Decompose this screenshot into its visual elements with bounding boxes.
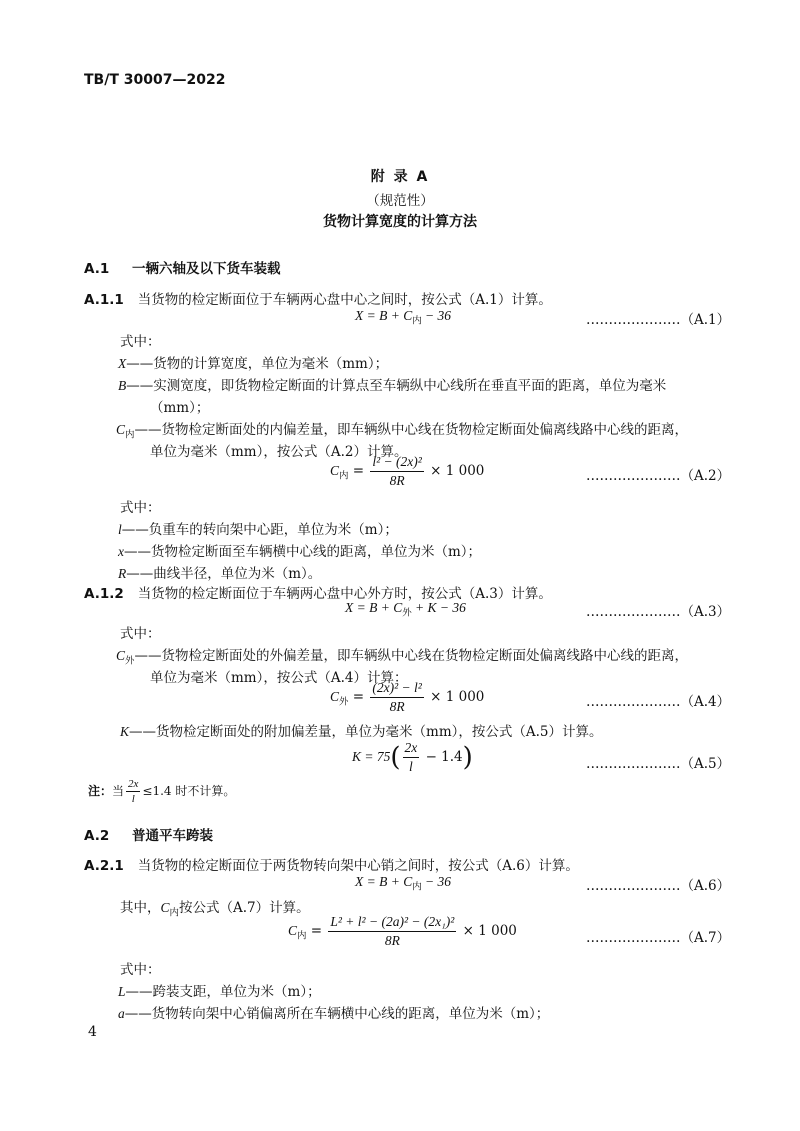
definition-a: a——货物转向架中心销偏离所在车辆横中心线的距离，单位为米（m）； <box>118 1006 550 1022</box>
clause-text: 当货物的检定断面位于车辆两心盘中心外方时，按公式（A.3）计算。 <box>137 586 552 602</box>
definition-x-small: x——货物检定断面至车辆横中心线的距离，单位为米（m）； <box>118 544 482 560</box>
definition-b-continued: （mm）； <box>150 400 210 416</box>
document-number: TB/T 30007—2022 <box>84 72 226 88</box>
equation-a4: $C_外$ = $\frac{\text{(2x)² − l²}}{8R}$ × 1 000 <box>330 680 485 714</box>
clause-a12 <box>84 582 552 602</box>
equation-a2: $C_内$ = $\frac{\text{l² − (2x)²}}{8R}$ × 1 000 <box>330 454 485 488</box>
where-label-4: 式中： <box>120 962 161 978</box>
appendix-title: 货物计算宽度的计算方法 <box>323 214 477 230</box>
section-number: A.2 <box>84 828 110 844</box>
where-label-2: 式中： <box>120 500 161 516</box>
clause-a11 <box>84 288 552 308</box>
equation-a1: $X = B + C_内 - 36$ <box>355 308 452 327</box>
equation-number-a2: …………………（A.2） <box>586 468 731 484</box>
equation-number-a7: …………………（A.7） <box>586 930 731 946</box>
section-a2-heading <box>84 824 213 844</box>
where-label: 式中： <box>120 334 161 350</box>
appendix-nature: （规范性） <box>366 193 434 209</box>
definition-r: R——曲线半径，单位为米（m）。 <box>118 566 322 582</box>
clause-number: A.2.1 <box>84 858 124 874</box>
definition-c-outer-continued: 单位为毫米（mm），按公式（A.4）计算： <box>150 670 408 686</box>
section-number: A.1 <box>84 261 110 277</box>
definition-c-inner-continued: 单位为毫米（mm），按公式（A.2）计算。 <box>150 444 408 460</box>
appendix-label: 附 录 A <box>370 169 430 185</box>
equation-a6: $X = B + C_内 - 36$ <box>355 874 452 893</box>
section-title: 普通平车跨装 <box>132 828 213 844</box>
where-label-3: 式中： <box>120 626 161 642</box>
definition-span-l: L——跨装支距，单位为米（m）； <box>118 984 321 1000</box>
definition-k: K——货物检定断面处的附加偏差量，单位为毫米（mm），按公式（A.5）计算。 <box>120 724 603 740</box>
among-line: 其中，$C_内$按公式（A.7）计算。 <box>120 900 310 919</box>
definition-b: B——实测宽度，即货物检定断面的计算点至车辆纵中心线所在垂直平面的距离，单位为毫米 <box>118 378 667 394</box>
definition-c-outer: $C_外——$货物检定断面处的外偏差量，即车辆纵中心线在货物检定断面处偏离线路中心线的距离， <box>116 648 688 667</box>
clause-number: A.1.2 <box>84 586 124 602</box>
equation-a5: K = 75( $\frac{2x}{l}$ − 1.4) <box>352 740 473 774</box>
equation-number-a6: …………………（A.6） <box>586 878 731 894</box>
section-title: 一辆六轴及以下货车装载 <box>132 261 281 277</box>
definition-l: l——负重车的转向架中心距，单位为米（m）； <box>118 522 398 538</box>
definition-c-inner: $C_内——$货物检定断面处的内偏差量，即车辆纵中心线在货物检定断面处偏离线路中心线的距离， <box>116 422 688 441</box>
section-a1-heading <box>84 257 281 277</box>
note: 注：当 $\frac{2x}{l}$ ≤1.4 时不计算。 <box>88 778 236 805</box>
page-number: 4 <box>88 1024 97 1040</box>
equation-number-a4: …………………（A.4） <box>586 694 731 710</box>
clause-a21 <box>84 854 579 874</box>
equation-a7: $C_内$ = $\frac{\text{L² + l² − (2a)² − (2x₁)²}}{8R}$ × 1 000 <box>288 914 517 948</box>
clause-text: 当货物的检定断面位于车辆两心盘中心之间时，按公式（A.1）计算。 <box>137 292 552 308</box>
clause-number: A.1.1 <box>84 292 124 308</box>
definition-x: X——货物的计算宽度，单位为毫米（mm）； <box>118 356 389 372</box>
clause-text: 当货物的检定断面位于两货物转向架中心销之间时，按公式（A.6）计算。 <box>137 858 579 874</box>
equation-a3: $X = B + C_外 + K - 36$ <box>345 600 466 619</box>
equation-number-a1: …………………（A.1） <box>586 312 731 328</box>
equation-number-a3: …………………（A.3） <box>586 604 731 620</box>
equation-number-a5: …………………（A.5） <box>586 756 731 772</box>
